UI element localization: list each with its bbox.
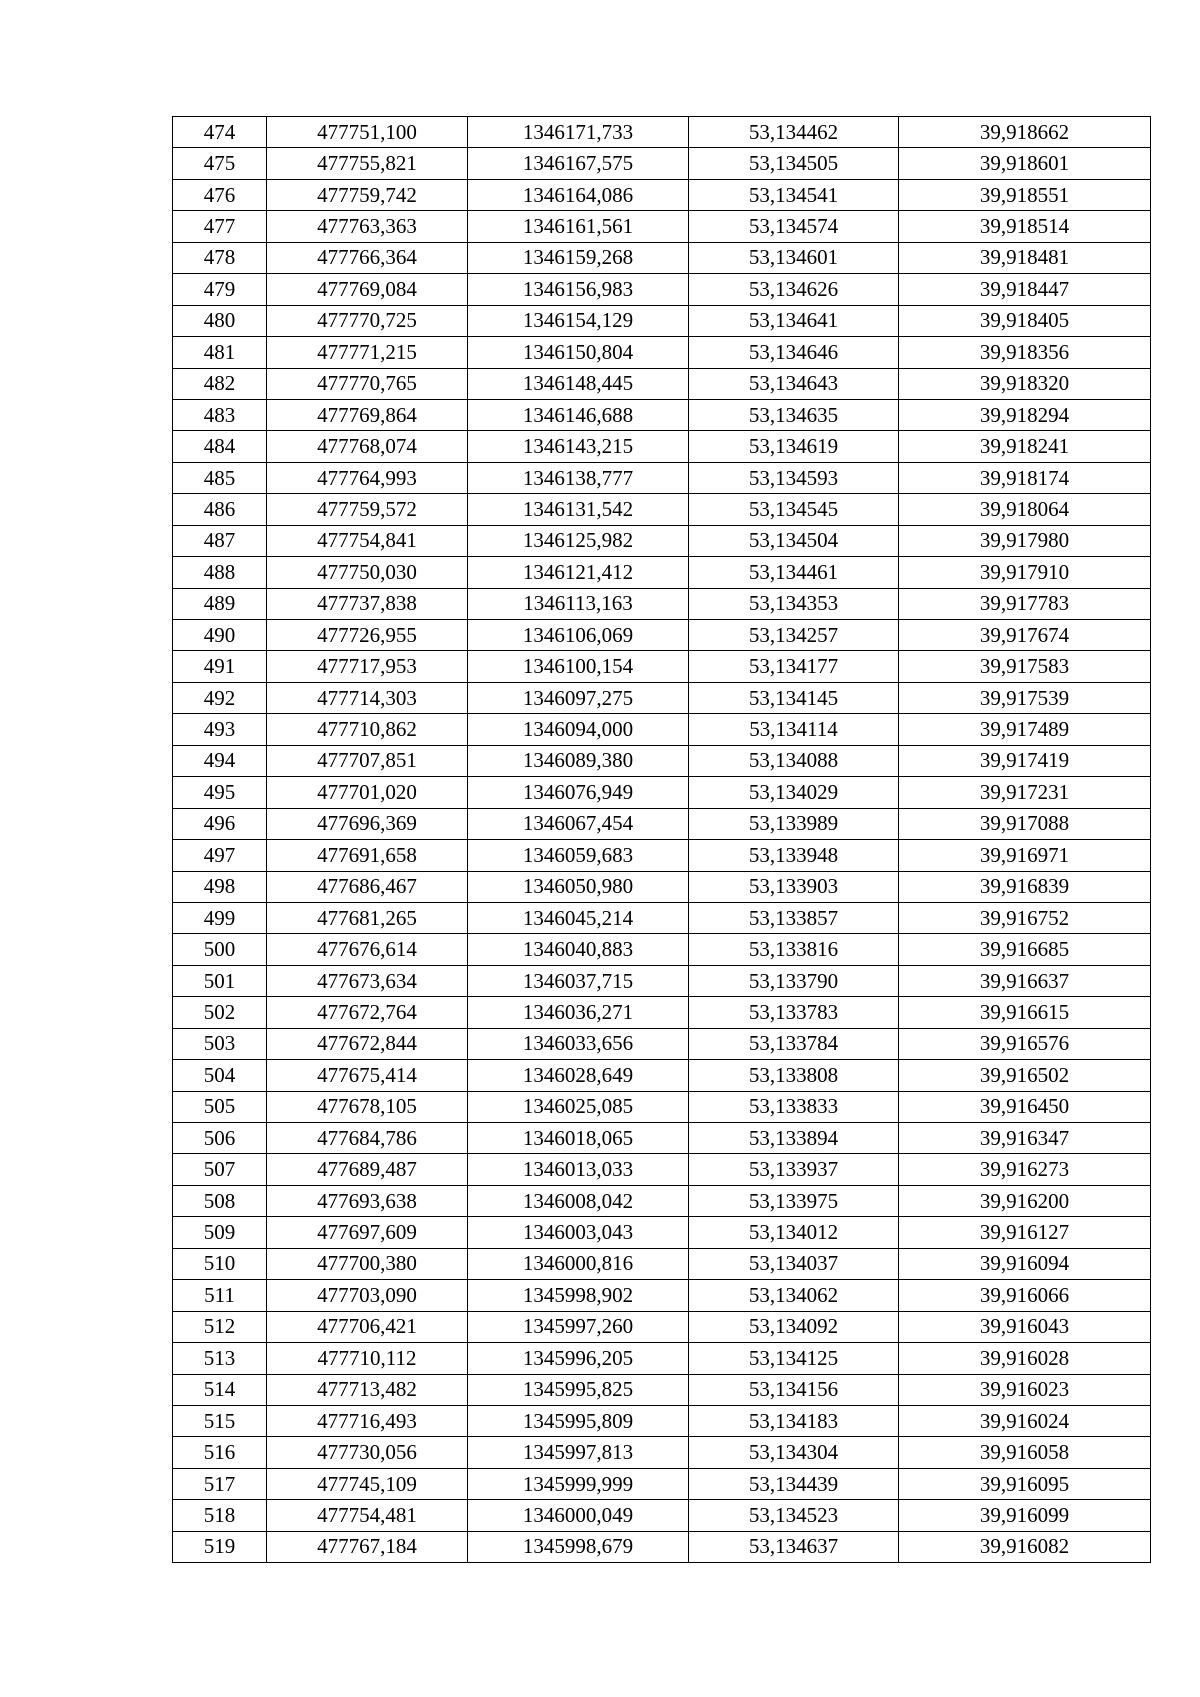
point-number-cell: 480: [173, 305, 267, 336]
point-number-cell: 508: [173, 1185, 267, 1216]
table-row: [173, 337, 1151, 368]
table-row: [173, 1437, 1151, 1468]
x-coordinate-cell: 477672,844: [267, 1028, 468, 1059]
point-number-cell: 489: [173, 588, 267, 619]
y-coordinate-cell: 1345999,999: [468, 1468, 689, 1499]
y-coordinate-cell: 1345996,205: [468, 1343, 689, 1374]
latitude-cell: 53,134541: [689, 179, 899, 210]
point-number-cell: 505: [173, 1091, 267, 1122]
latitude-cell: 53,134641: [689, 305, 899, 336]
x-coordinate-cell: 477676,614: [267, 934, 468, 965]
longitude-cell: 39,918551: [899, 179, 1151, 210]
y-coordinate-cell: 1346045,214: [468, 902, 689, 933]
x-coordinate-cell: 477750,030: [267, 557, 468, 588]
y-coordinate-cell: 1346089,380: [468, 745, 689, 776]
x-coordinate-cell: 477707,851: [267, 745, 468, 776]
table-row: [173, 1343, 1151, 1374]
table-row: [173, 305, 1151, 336]
y-coordinate-cell: 1345997,813: [468, 1437, 689, 1468]
latitude-cell: 53,134353: [689, 588, 899, 619]
y-coordinate-cell: 1346150,804: [468, 337, 689, 368]
x-coordinate-cell: 477678,105: [267, 1091, 468, 1122]
longitude-cell: 39,917419: [899, 745, 1151, 776]
longitude-cell: 39,916273: [899, 1154, 1151, 1185]
table-row: [173, 1500, 1151, 1531]
table-row: [173, 934, 1151, 965]
longitude-cell: 39,917674: [899, 620, 1151, 651]
table-row: [173, 1185, 1151, 1216]
x-coordinate-cell: 477686,467: [267, 871, 468, 902]
latitude-cell: 53,134177: [689, 651, 899, 682]
latitude-cell: 53,134646: [689, 337, 899, 368]
x-coordinate-cell: 477673,634: [267, 965, 468, 996]
table-row: [173, 1248, 1151, 1279]
y-coordinate-cell: 1345998,902: [468, 1280, 689, 1311]
x-coordinate-cell: 477706,421: [267, 1311, 468, 1342]
point-number-cell: 501: [173, 965, 267, 996]
latitude-cell: 53,134505: [689, 148, 899, 179]
point-number-cell: 517: [173, 1468, 267, 1499]
y-coordinate-cell: 1346164,086: [468, 179, 689, 210]
latitude-cell: 53,134643: [689, 368, 899, 399]
y-coordinate-cell: 1346028,649: [468, 1060, 689, 1091]
longitude-cell: 39,918320: [899, 368, 1151, 399]
point-number-cell: 519: [173, 1531, 267, 1562]
longitude-cell: 39,918662: [899, 117, 1151, 148]
longitude-cell: 39,916095: [899, 1468, 1151, 1499]
latitude-cell: 53,133857: [689, 902, 899, 933]
table-row: [173, 1154, 1151, 1185]
table-row: [173, 148, 1151, 179]
point-number-cell: 482: [173, 368, 267, 399]
y-coordinate-cell: 1346125,982: [468, 525, 689, 556]
table-row: [173, 274, 1151, 305]
point-number-cell: 490: [173, 620, 267, 651]
latitude-cell: 53,133937: [689, 1154, 899, 1185]
x-coordinate-cell: 477697,609: [267, 1217, 468, 1248]
y-coordinate-cell: 1346143,215: [468, 431, 689, 462]
y-coordinate-cell: 1346037,715: [468, 965, 689, 996]
latitude-cell: 53,134037: [689, 1248, 899, 1279]
point-number-cell: 515: [173, 1405, 267, 1436]
y-coordinate-cell: 1346076,949: [468, 777, 689, 808]
longitude-cell: 39,916502: [899, 1060, 1151, 1091]
y-coordinate-cell: 1346018,065: [468, 1123, 689, 1154]
table-row: [173, 997, 1151, 1028]
latitude-cell: 53,133948: [689, 840, 899, 871]
latitude-cell: 53,133894: [689, 1123, 899, 1154]
point-number-cell: 493: [173, 714, 267, 745]
x-coordinate-cell: 477726,955: [267, 620, 468, 651]
point-number-cell: 494: [173, 745, 267, 776]
y-coordinate-cell: 1346097,275: [468, 682, 689, 713]
point-number-cell: 497: [173, 840, 267, 871]
longitude-cell: 39,917231: [899, 777, 1151, 808]
coordinates-table: [172, 116, 1151, 1563]
point-number-cell: 510: [173, 1248, 267, 1279]
table-row: [173, 1468, 1151, 1499]
longitude-cell: 39,917539: [899, 682, 1151, 713]
longitude-cell: 39,918064: [899, 494, 1151, 525]
x-coordinate-cell: 477769,084: [267, 274, 468, 305]
longitude-cell: 39,918514: [899, 211, 1151, 242]
point-number-cell: 518: [173, 1500, 267, 1531]
y-coordinate-cell: 1346146,688: [468, 399, 689, 430]
table-row: [173, 902, 1151, 933]
point-number-cell: 512: [173, 1311, 267, 1342]
longitude-cell: 39,916099: [899, 1500, 1151, 1531]
point-number-cell: 478: [173, 242, 267, 273]
point-number-cell: 506: [173, 1123, 267, 1154]
point-number-cell: 483: [173, 399, 267, 430]
table-row: [173, 745, 1151, 776]
y-coordinate-cell: 1346148,445: [468, 368, 689, 399]
latitude-cell: 53,134523: [689, 1500, 899, 1531]
x-coordinate-cell: 477770,725: [267, 305, 468, 336]
table-row: [173, 1280, 1151, 1311]
y-coordinate-cell: 1345998,679: [468, 1531, 689, 1562]
y-coordinate-cell: 1346013,033: [468, 1154, 689, 1185]
latitude-cell: 53,133903: [689, 871, 899, 902]
y-coordinate-cell: 1346040,883: [468, 934, 689, 965]
y-coordinate-cell: 1345995,825: [468, 1374, 689, 1405]
longitude-cell: 39,918447: [899, 274, 1151, 305]
y-coordinate-cell: 1345995,809: [468, 1405, 689, 1436]
longitude-cell: 39,918356: [899, 337, 1151, 368]
latitude-cell: 53,134114: [689, 714, 899, 745]
latitude-cell: 53,134062: [689, 1280, 899, 1311]
x-coordinate-cell: 477696,369: [267, 808, 468, 839]
longitude-cell: 39,916971: [899, 840, 1151, 871]
point-number-cell: 511: [173, 1280, 267, 1311]
table-row: [173, 620, 1151, 651]
x-coordinate-cell: 477691,658: [267, 840, 468, 871]
point-number-cell: 488: [173, 557, 267, 588]
y-coordinate-cell: 1346025,085: [468, 1091, 689, 1122]
table-row: [173, 1311, 1151, 1342]
longitude-cell: 39,918174: [899, 462, 1151, 493]
longitude-cell: 39,917783: [899, 588, 1151, 619]
table-row: [173, 871, 1151, 902]
table-row: [173, 1405, 1151, 1436]
latitude-cell: 53,134635: [689, 399, 899, 430]
longitude-cell: 39,916043: [899, 1311, 1151, 1342]
y-coordinate-cell: 1346050,980: [468, 871, 689, 902]
point-number-cell: 516: [173, 1437, 267, 1468]
y-coordinate-cell: 1346033,656: [468, 1028, 689, 1059]
x-coordinate-cell: 477681,265: [267, 902, 468, 933]
x-coordinate-cell: 477754,481: [267, 1500, 468, 1531]
point-number-cell: 491: [173, 651, 267, 682]
x-coordinate-cell: 477768,074: [267, 431, 468, 462]
latitude-cell: 53,134574: [689, 211, 899, 242]
table-row: [173, 1374, 1151, 1405]
point-number-cell: 513: [173, 1343, 267, 1374]
point-number-cell: 509: [173, 1217, 267, 1248]
x-coordinate-cell: 477672,764: [267, 997, 468, 1028]
longitude-cell: 39,916200: [899, 1185, 1151, 1216]
x-coordinate-cell: 477763,363: [267, 211, 468, 242]
y-coordinate-cell: 1346131,542: [468, 494, 689, 525]
table-row: [173, 525, 1151, 556]
latitude-cell: 53,133783: [689, 997, 899, 1028]
point-number-cell: 502: [173, 997, 267, 1028]
latitude-cell: 53,134637: [689, 1531, 899, 1562]
y-coordinate-cell: 1346094,000: [468, 714, 689, 745]
latitude-cell: 53,134125: [689, 1343, 899, 1374]
y-coordinate-cell: 1346067,454: [468, 808, 689, 839]
y-coordinate-cell: 1346156,983: [468, 274, 689, 305]
table-row: [173, 494, 1151, 525]
table-row: [173, 808, 1151, 839]
point-number-cell: 499: [173, 902, 267, 933]
x-coordinate-cell: 477701,020: [267, 777, 468, 808]
latitude-cell: 53,134183: [689, 1405, 899, 1436]
table-row: [173, 1060, 1151, 1091]
latitude-cell: 53,134504: [689, 525, 899, 556]
latitude-cell: 53,134156: [689, 1374, 899, 1405]
longitude-cell: 39,916839: [899, 871, 1151, 902]
longitude-cell: 39,916127: [899, 1217, 1151, 1248]
longitude-cell: 39,916066: [899, 1280, 1151, 1311]
point-number-cell: 476: [173, 179, 267, 210]
y-coordinate-cell: 1346138,777: [468, 462, 689, 493]
table-row: [173, 557, 1151, 588]
longitude-cell: 39,918241: [899, 431, 1151, 462]
point-number-cell: 507: [173, 1154, 267, 1185]
y-coordinate-cell: 1346159,268: [468, 242, 689, 273]
y-coordinate-cell: 1346036,271: [468, 997, 689, 1028]
latitude-cell: 53,134619: [689, 431, 899, 462]
y-coordinate-cell: 1346167,575: [468, 148, 689, 179]
x-coordinate-cell: 477767,184: [267, 1531, 468, 1562]
latitude-cell: 53,134626: [689, 274, 899, 305]
x-coordinate-cell: 477764,993: [267, 462, 468, 493]
point-number-cell: 474: [173, 117, 267, 148]
x-coordinate-cell: 477751,100: [267, 117, 468, 148]
y-coordinate-cell: 1346100,154: [468, 651, 689, 682]
table-row: [173, 965, 1151, 996]
coordinates-table-body: [173, 117, 1151, 1563]
y-coordinate-cell: 1346154,129: [468, 305, 689, 336]
y-coordinate-cell: 1346113,163: [468, 588, 689, 619]
latitude-cell: 53,134304: [689, 1437, 899, 1468]
y-coordinate-cell: 1345997,260: [468, 1311, 689, 1342]
latitude-cell: 53,134439: [689, 1468, 899, 1499]
point-number-cell: 500: [173, 934, 267, 965]
longitude-cell: 39,916450: [899, 1091, 1151, 1122]
point-number-cell: 485: [173, 462, 267, 493]
point-number-cell: 484: [173, 431, 267, 462]
table-row: [173, 1028, 1151, 1059]
latitude-cell: 53,134088: [689, 745, 899, 776]
point-number-cell: 486: [173, 494, 267, 525]
point-number-cell: 479: [173, 274, 267, 305]
longitude-cell: 39,916615: [899, 997, 1151, 1028]
x-coordinate-cell: 477754,841: [267, 525, 468, 556]
latitude-cell: 53,134145: [689, 682, 899, 713]
table-row: [173, 431, 1151, 462]
longitude-cell: 39,916028: [899, 1343, 1151, 1374]
longitude-cell: 39,916023: [899, 1374, 1151, 1405]
x-coordinate-cell: 477771,215: [267, 337, 468, 368]
point-number-cell: 496: [173, 808, 267, 839]
x-coordinate-cell: 477769,864: [267, 399, 468, 430]
longitude-cell: 39,916094: [899, 1248, 1151, 1279]
latitude-cell: 53,134593: [689, 462, 899, 493]
table-row: [173, 211, 1151, 242]
point-number-cell: 475: [173, 148, 267, 179]
latitude-cell: 53,134545: [689, 494, 899, 525]
x-coordinate-cell: 477700,380: [267, 1248, 468, 1279]
x-coordinate-cell: 477693,638: [267, 1185, 468, 1216]
table-row: [173, 462, 1151, 493]
x-coordinate-cell: 477689,487: [267, 1154, 468, 1185]
longitude-cell: 39,916576: [899, 1028, 1151, 1059]
point-number-cell: 504: [173, 1060, 267, 1091]
table-row: [173, 682, 1151, 713]
table-row: [173, 588, 1151, 619]
longitude-cell: 39,917980: [899, 525, 1151, 556]
x-coordinate-cell: 477710,862: [267, 714, 468, 745]
longitude-cell: 39,916082: [899, 1531, 1151, 1562]
longitude-cell: 39,918405: [899, 305, 1151, 336]
y-coordinate-cell: 1346106,069: [468, 620, 689, 651]
x-coordinate-cell: 477745,109: [267, 1468, 468, 1499]
y-coordinate-cell: 1346059,683: [468, 840, 689, 871]
x-coordinate-cell: 477710,112: [267, 1343, 468, 1374]
longitude-cell: 39,916685: [899, 934, 1151, 965]
longitude-cell: 39,918601: [899, 148, 1151, 179]
x-coordinate-cell: 477716,493: [267, 1405, 468, 1436]
y-coordinate-cell: 1346003,043: [468, 1217, 689, 1248]
latitude-cell: 53,134012: [689, 1217, 899, 1248]
latitude-cell: 53,133784: [689, 1028, 899, 1059]
latitude-cell: 53,134029: [689, 777, 899, 808]
x-coordinate-cell: 477755,821: [267, 148, 468, 179]
latitude-cell: 53,133975: [689, 1185, 899, 1216]
latitude-cell: 53,133989: [689, 808, 899, 839]
latitude-cell: 53,134092: [689, 1311, 899, 1342]
longitude-cell: 39,917583: [899, 651, 1151, 682]
x-coordinate-cell: 477717,953: [267, 651, 468, 682]
table-row: [173, 1217, 1151, 1248]
x-coordinate-cell: 477730,056: [267, 1437, 468, 1468]
point-number-cell: 495: [173, 777, 267, 808]
latitude-cell: 53,134601: [689, 242, 899, 273]
table-row: [173, 1091, 1151, 1122]
x-coordinate-cell: 477684,786: [267, 1123, 468, 1154]
y-coordinate-cell: 1346121,412: [468, 557, 689, 588]
x-coordinate-cell: 477759,572: [267, 494, 468, 525]
latitude-cell: 53,134461: [689, 557, 899, 588]
table-row: [173, 777, 1151, 808]
longitude-cell: 39,917910: [899, 557, 1151, 588]
latitude-cell: 53,133816: [689, 934, 899, 965]
point-number-cell: 503: [173, 1028, 267, 1059]
table-row: [173, 1123, 1151, 1154]
longitude-cell: 39,917088: [899, 808, 1151, 839]
x-coordinate-cell: 477675,414: [267, 1060, 468, 1091]
longitude-cell: 39,918481: [899, 242, 1151, 273]
latitude-cell: 53,134462: [689, 117, 899, 148]
table-row: [173, 242, 1151, 273]
point-number-cell: 477: [173, 211, 267, 242]
table-row: [173, 651, 1151, 682]
longitude-cell: 39,916058: [899, 1437, 1151, 1468]
y-coordinate-cell: 1346000,816: [468, 1248, 689, 1279]
x-coordinate-cell: 477713,482: [267, 1374, 468, 1405]
table-row: [173, 179, 1151, 210]
longitude-cell: 39,916752: [899, 902, 1151, 933]
longitude-cell: 39,916347: [899, 1123, 1151, 1154]
x-coordinate-cell: 477703,090: [267, 1280, 468, 1311]
y-coordinate-cell: 1346008,042: [468, 1185, 689, 1216]
point-number-cell: 498: [173, 871, 267, 902]
latitude-cell: 53,133808: [689, 1060, 899, 1091]
point-number-cell: 514: [173, 1374, 267, 1405]
y-coordinate-cell: 1346171,733: [468, 117, 689, 148]
point-number-cell: 492: [173, 682, 267, 713]
x-coordinate-cell: 477766,364: [267, 242, 468, 273]
longitude-cell: 39,917489: [899, 714, 1151, 745]
table-row: [173, 714, 1151, 745]
table-row: [173, 1531, 1151, 1562]
x-coordinate-cell: 477759,742: [267, 179, 468, 210]
table-row: [173, 368, 1151, 399]
latitude-cell: 53,133833: [689, 1091, 899, 1122]
x-coordinate-cell: 477770,765: [267, 368, 468, 399]
longitude-cell: 39,916637: [899, 965, 1151, 996]
table-row: [173, 117, 1151, 148]
y-coordinate-cell: 1346000,049: [468, 1500, 689, 1531]
point-number-cell: 487: [173, 525, 267, 556]
latitude-cell: 53,134257: [689, 620, 899, 651]
latitude-cell: 53,133790: [689, 965, 899, 996]
table-row: [173, 399, 1151, 430]
point-number-cell: 481: [173, 337, 267, 368]
x-coordinate-cell: 477714,303: [267, 682, 468, 713]
y-coordinate-cell: 1346161,561: [468, 211, 689, 242]
x-coordinate-cell: 477737,838: [267, 588, 468, 619]
longitude-cell: 39,916024: [899, 1405, 1151, 1436]
table-row: [173, 840, 1151, 871]
longitude-cell: 39,918294: [899, 399, 1151, 430]
